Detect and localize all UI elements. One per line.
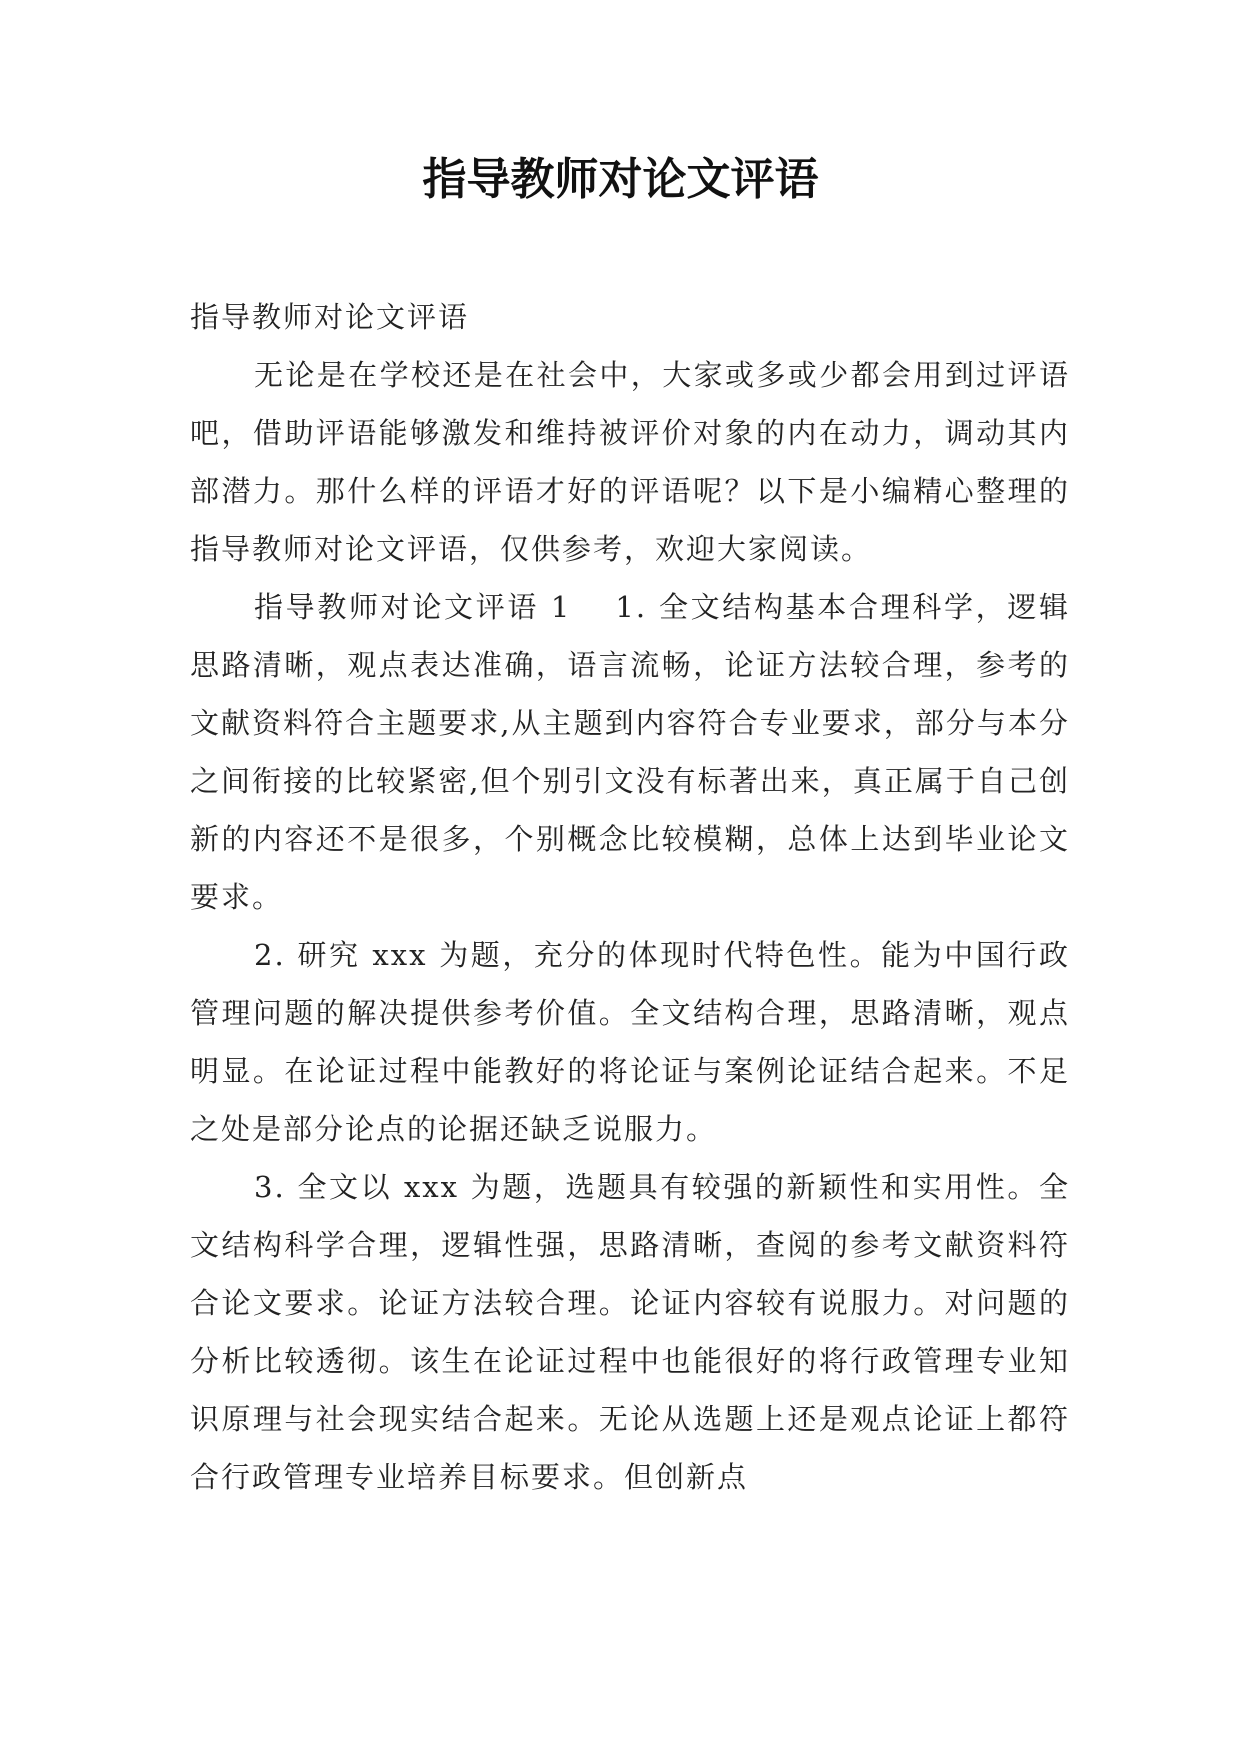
- document-title: 指导教师对论文评语: [422, 154, 819, 205]
- intro-paragraph: 无论是在学校还是在社会中，大家或多或少都会用到过评语吧，借助评语能够激发和维持被评价对象的内在动力，调动其内部潜力。那什么样的评语才好的评语呢？以下是小编精心整理的指导教师对论文评语，仅供参考，欢迎大家阅读。: [190, 358, 1070, 566]
- comment-item-1: 1. 全文结构基本合理科学，逻辑思路清晰，观点表达准确，语言流畅，论证方法较合理，参考的文献资料符合主题要求,从主题到内容符合专业要求，部分与本分之间衔接的比较紧密,但个别引文没有标著出来，真正属于自己创新的内容还不是很多，个别概念比较模糊，总体上达到毕业论文要求。: [190, 590, 1071, 914]
- comment-item-3: 3. 全文以 xxx 为题，选题具有较强的新颖性和实用性。全文结构科学合理，逻辑性强，思路清晰，查阅的参考文献资料符合论文要求。论证方法较合理。论证内容较有说服力。对问题的分析比较透彻。该生在论证过程中也能很好的将行政管理专业知识原理与社会现实结合起来。无论从选题上还是观点论证上都符合行政管理专业培养目标要求。但创新点: [190, 1170, 1070, 1494]
- document-subtitle: 指导教师对论文评语: [190, 300, 470, 334]
- comment-item-2: 2. 研究 xxx 为题，充分的体现时代特色性。能为中国行政管理问题的解决提供参考价值。全文结构合理，思路清晰，观点明显。在论证过程中能教好的将论证与案例论证结合起来。不足之处是部分论点的论据还缺乏说服力。: [190, 938, 1070, 1146]
- section1-heading: 指导教师对论文评语 1: [254, 590, 572, 624]
- section1-paragraph: [190, 578, 1070, 926]
- document-body: [190, 288, 1070, 1506]
